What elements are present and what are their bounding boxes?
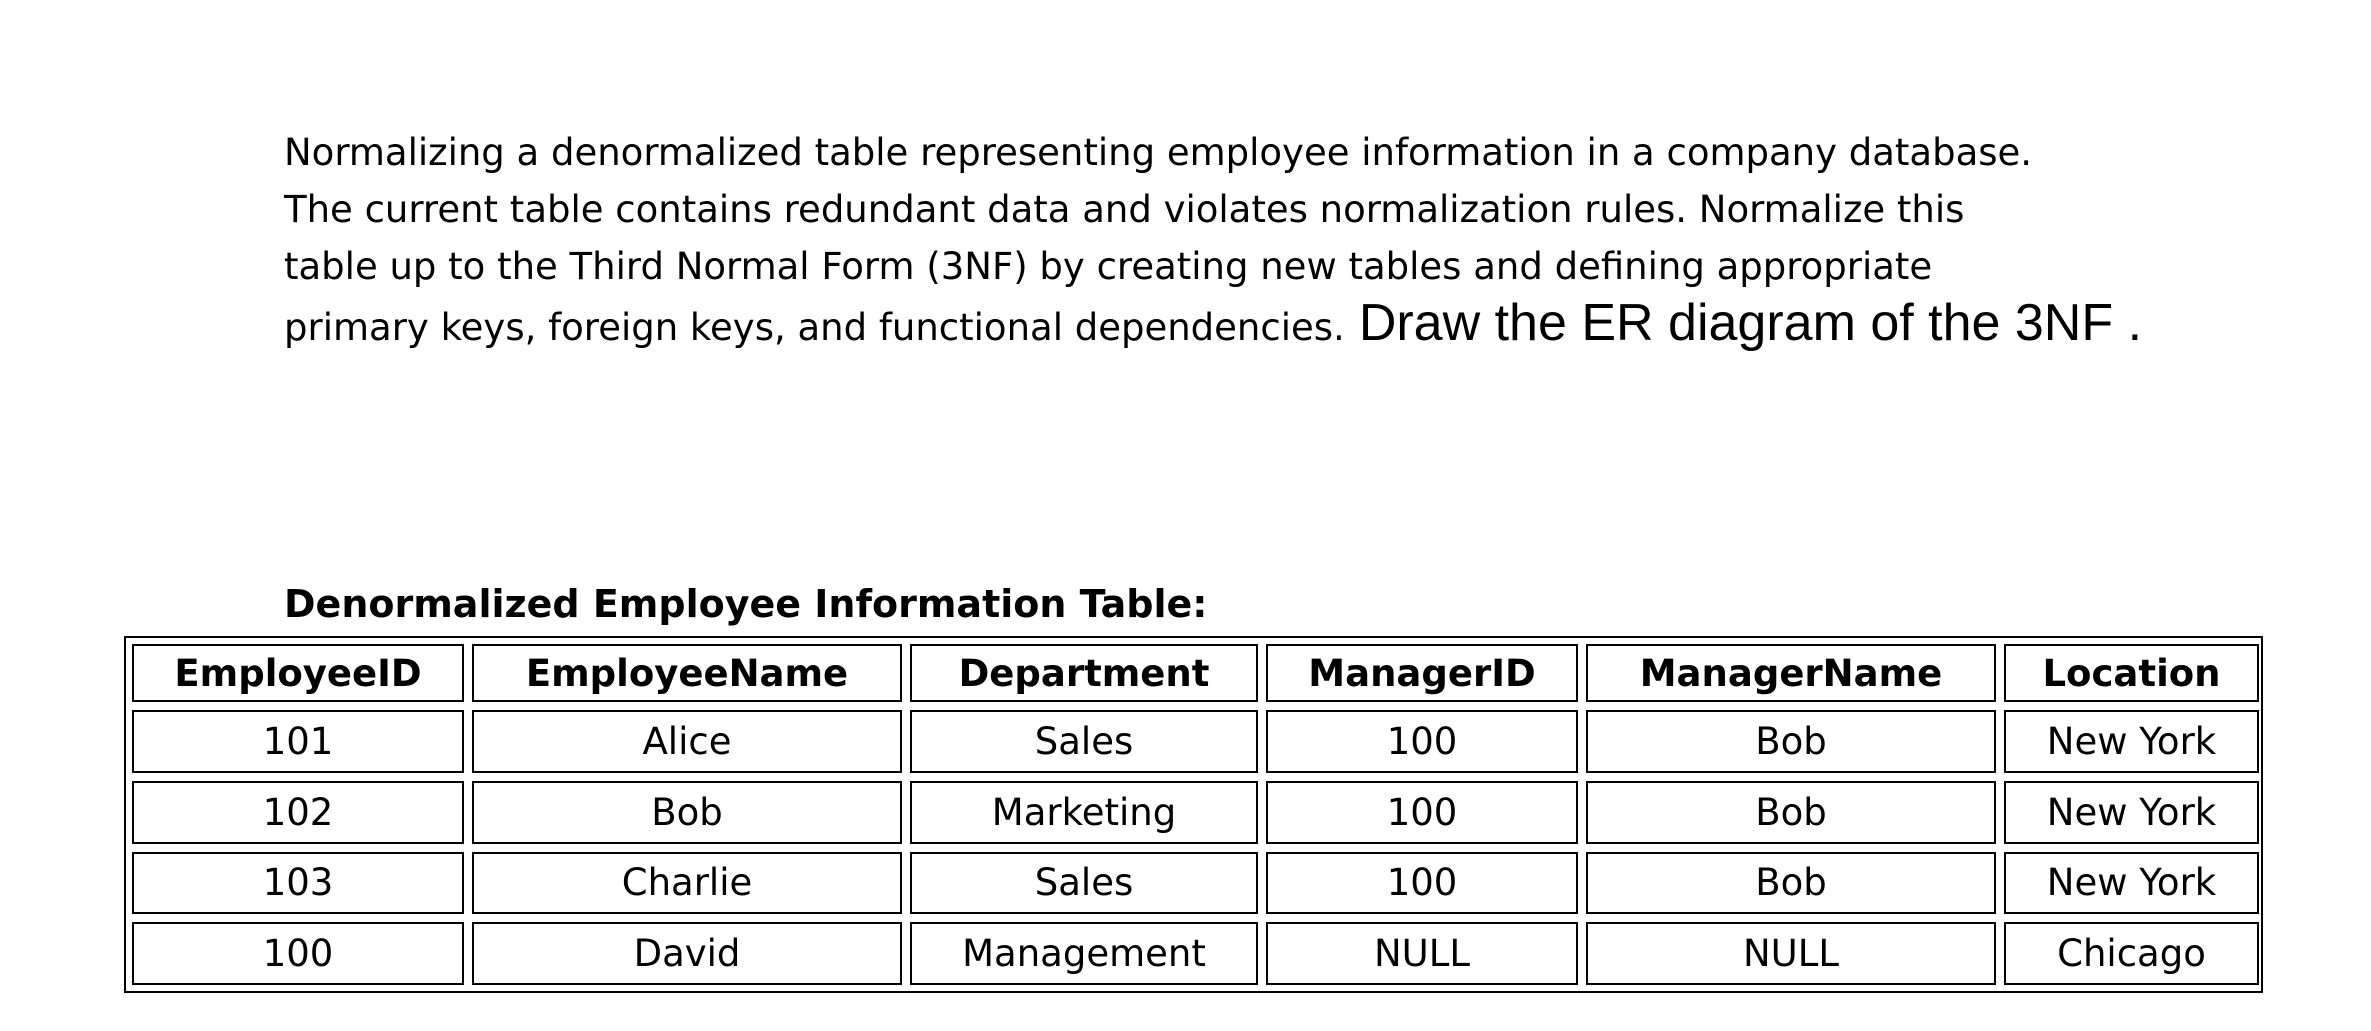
cell-employee-id: 103 [132,852,464,915]
table-row [132,710,2259,773]
statement-line-1: Normalizing a denormalized table representing employee information in a company database. [284,131,2033,174]
cell-manager-id: NULL [1266,922,1578,985]
cell-manager-id: 100 [1266,781,1578,844]
cell-employee-id: 100 [132,922,464,985]
cell-manager-id: 100 [1266,710,1578,773]
problem-statement [284,124,2284,356]
statement-line-4-text: primary keys, foreign keys, and functional dependencies. [284,306,1345,349]
header-manager-id: ManagerID [1266,644,1578,702]
cell-employee-name: Bob [472,781,902,844]
header-employee-name: EmployeeName [472,644,902,702]
cell-employee-id: 101 [132,710,464,773]
cell-employee-name: Charlie [472,852,902,915]
cell-employee-id: 102 [132,781,464,844]
cell-manager-name: NULL [1586,922,1996,985]
cell-location: New York [2004,781,2259,844]
cell-location: New York [2004,852,2259,915]
table-caption: Denormalized Employee Information Table: [284,582,1208,626]
table-row [132,852,2259,915]
cell-location: New York [2004,710,2259,773]
cell-employee-name: Alice [472,710,902,773]
table-row [132,922,2259,985]
header-department: Department [910,644,1258,702]
cell-department: Management [910,922,1258,985]
header-location: Location [2004,644,2259,702]
er-diagram-instruction: Draw the ER diagram of the 3NF . [1358,294,2143,352]
statement-line-2: The current table contains redundant data and violates normalization rules. Normalize this [284,188,1965,231]
cell-manager-name: Bob [1586,710,1996,773]
cell-manager-name: Bob [1586,781,1996,844]
cell-manager-id: 100 [1266,852,1578,915]
cell-location: Chicago [2004,922,2259,985]
cell-manager-name: Bob [1586,852,1996,915]
statement-line-4 [284,295,2284,356]
cell-employee-name: David [472,922,902,985]
cell-department: Sales [910,852,1258,915]
employee-table [124,636,2267,993]
statement-line-3: table up to the Third Normal Form (3NF) by creating new tables and defining appropriate [284,245,1933,288]
table-row [132,781,2259,844]
cell-department: Sales [910,710,1258,773]
employee-table-frame [124,636,2263,993]
table-header-row [132,644,2259,702]
header-employee-id: EmployeeID [132,644,464,702]
header-manager-name: ManagerName [1586,644,1996,702]
cell-department: Marketing [910,781,1258,844]
